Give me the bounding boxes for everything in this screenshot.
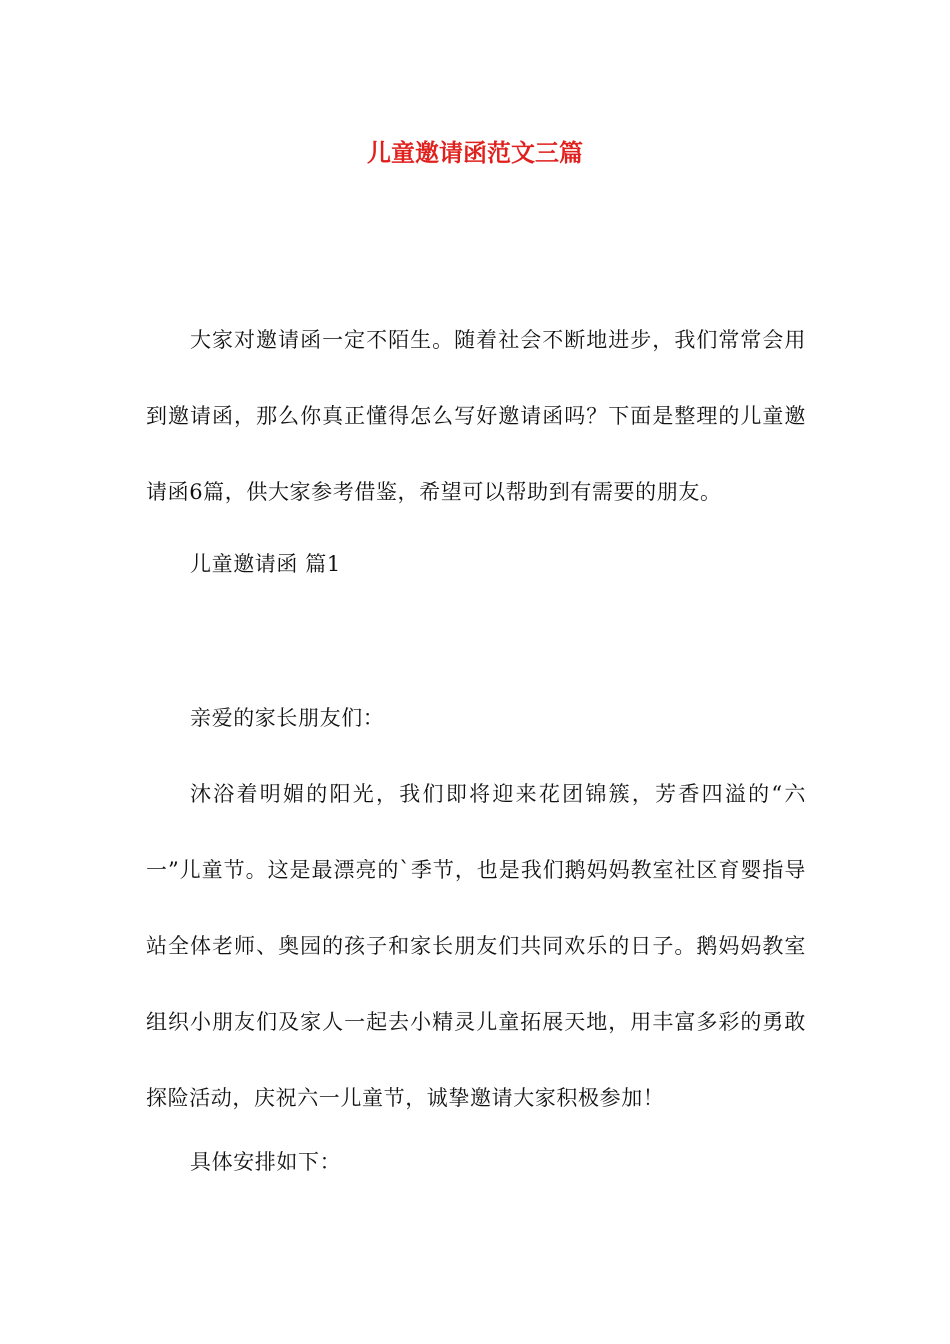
intro-paragraph: 大家对邀请函一定不陌生。随着社会不断地进步，我们常常会用到邀请函，那么你真正懂得怎么写好邀请函吗？下面是整理的儿童邀请函6篇，供大家参考借鉴，希望可以帮助到有需要的朋友。 [146,328,806,504]
document-title: 儿童邀请函范文三篇 [367,138,583,167]
section-heading: 儿童邀请函 篇1 [190,552,341,576]
body-paragraph: 沐浴着明媚的阳光，我们即将迎来花团锦簇，芳香四溢的“六一”儿童节。这是最漂亮的`季节，也是我们鹅妈妈教室社区育婴指导站全体老师、奥园的孩子和家长朋友们共同欢乐的日子。鹅妈妈教室组织小朋友们及家人一起去小精灵儿童拓展天地，用丰富多彩的勇敢探险活动，庆祝六一儿童节，诚挚邀请大家积极参加！ [146,782,806,1110]
arrangement-line: 具体安排如下： [190,1150,342,1174]
greeting-line: 亲爱的家长朋友们： [190,706,385,730]
